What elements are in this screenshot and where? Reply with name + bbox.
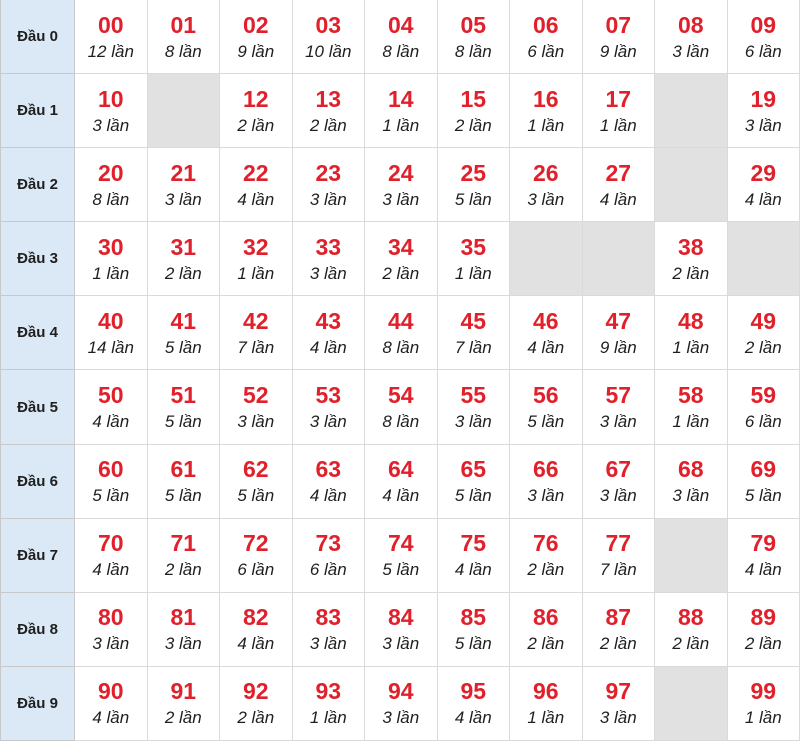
occurrence-count: 6 lần (527, 41, 565, 61)
number-cell (220, 445, 293, 519)
lottery-number: 94 (387, 678, 414, 705)
number-cell (293, 74, 366, 148)
empty-cell (655, 148, 728, 222)
lottery-number: 03 (315, 11, 342, 38)
occurrence-count: 2 lần (237, 708, 275, 728)
number-cell (655, 222, 728, 296)
occurrence-count: 4 lần (309, 486, 347, 506)
lottery-number: 25 (460, 159, 487, 186)
number-cell (293, 0, 366, 74)
lottery-number: 57 (605, 382, 632, 409)
lottery-number: 58 (677, 382, 704, 409)
lottery-number: 88 (677, 604, 704, 631)
number-cell (438, 148, 511, 222)
occurrence-count: 5 lần (744, 486, 782, 506)
occurrence-count: 4 lần (454, 560, 492, 580)
number-cell (438, 222, 511, 296)
lottery-number: 26 (532, 159, 559, 186)
occurrence-count: 3 lần (527, 189, 565, 209)
number-cell (365, 667, 438, 741)
lottery-number: 30 (97, 233, 124, 260)
occurrence-count: 3 lần (92, 634, 130, 654)
number-cell (583, 445, 656, 519)
lottery-number: 85 (460, 604, 487, 631)
lottery-number: 81 (170, 604, 197, 631)
lottery-number: 24 (387, 159, 414, 186)
number-cell (75, 74, 148, 148)
lottery-number: 55 (460, 382, 487, 409)
lottery-number: 62 (242, 456, 269, 483)
occurrence-count: 1 lần (237, 263, 275, 283)
lottery-number: 93 (315, 678, 342, 705)
occurrence-count: 8 lần (92, 189, 130, 209)
occurrence-count: 9 lần (599, 337, 637, 357)
lottery-number: 02 (242, 11, 269, 38)
empty-cell (583, 222, 656, 296)
number-cell (365, 0, 438, 74)
lottery-number: 12 (242, 85, 269, 112)
occurrence-count: 6 lần (237, 560, 275, 580)
number-cell (510, 74, 583, 148)
occurrence-count: 4 lần (237, 189, 275, 209)
number-cell (75, 445, 148, 519)
row-header: Đầu 9 (1, 667, 75, 741)
occurrence-count: 1 lần (309, 708, 347, 728)
occurrence-count: 4 lần (599, 189, 637, 209)
occurrence-count: 5 lần (164, 412, 202, 432)
number-cell (583, 148, 656, 222)
lottery-number: 75 (460, 530, 487, 557)
empty-cell (655, 74, 728, 148)
occurrence-count: 5 lần (527, 412, 565, 432)
occurrence-count: 3 lần (527, 486, 565, 506)
lottery-number: 52 (242, 382, 269, 409)
occurrence-count: 4 lần (92, 708, 130, 728)
lottery-number: 60 (97, 456, 124, 483)
lottery-number: 74 (387, 530, 414, 557)
occurrence-count: 8 lần (382, 412, 420, 432)
lottery-number: 99 (750, 678, 777, 705)
lottery-number: 35 (460, 233, 487, 260)
number-cell (728, 593, 800, 667)
number-cell (583, 0, 656, 74)
occurrence-count: 5 lần (454, 189, 492, 209)
empty-cell (655, 519, 728, 593)
number-cell (220, 370, 293, 444)
number-cell (728, 296, 800, 370)
number-cell (220, 519, 293, 593)
lottery-number: 41 (170, 307, 197, 334)
occurrence-count: 6 lần (744, 41, 782, 61)
lottery-number: 42 (242, 307, 269, 334)
empty-cell (655, 667, 728, 741)
occurrence-count: 1 lần (527, 115, 565, 135)
number-cell (365, 445, 438, 519)
occurrence-count: 2 lần (454, 115, 492, 135)
lottery-number: 61 (170, 456, 197, 483)
lottery-number: 47 (605, 307, 632, 334)
number-cell (293, 148, 366, 222)
lottery-number: 76 (532, 530, 559, 557)
occurrence-count: 3 lần (599, 708, 637, 728)
number-cell (220, 222, 293, 296)
number-cell (220, 74, 293, 148)
occurrence-count: 2 lần (527, 634, 565, 654)
number-cell (293, 667, 366, 741)
lottery-number: 10 (97, 85, 124, 112)
lottery-number: 83 (315, 604, 342, 631)
occurrence-count: 4 lần (237, 634, 275, 654)
lottery-number: 43 (315, 307, 342, 334)
occurrence-count: 4 lần (92, 560, 130, 580)
lottery-number: 13 (315, 85, 342, 112)
empty-cell (148, 74, 221, 148)
lottery-number: 05 (460, 11, 487, 38)
lottery-number: 92 (242, 678, 269, 705)
lottery-number: 29 (750, 159, 777, 186)
number-cell (728, 74, 800, 148)
lottery-number: 51 (170, 382, 197, 409)
occurrence-count: 3 lần (599, 486, 637, 506)
number-cell (438, 445, 511, 519)
lottery-number: 80 (97, 604, 124, 631)
number-cell (220, 667, 293, 741)
number-cell (438, 370, 511, 444)
occurrence-count: 8 lần (382, 41, 420, 61)
occurrence-count: 5 lần (454, 486, 492, 506)
lottery-number: 87 (605, 604, 632, 631)
number-cell (75, 296, 148, 370)
number-cell (75, 0, 148, 74)
lottery-number: 70 (97, 530, 124, 557)
lottery-number: 44 (387, 307, 414, 334)
occurrence-count: 5 lần (382, 560, 420, 580)
lottery-number: 20 (97, 159, 124, 186)
number-cell (148, 148, 221, 222)
number-cell (438, 74, 511, 148)
row-header: Đầu 6 (1, 445, 75, 519)
lottery-number: 91 (170, 678, 197, 705)
lottery-number: 84 (387, 604, 414, 631)
occurrence-count: 2 lần (672, 634, 710, 654)
occurrence-count: 1 lần (382, 115, 420, 135)
occurrence-count: 2 lần (744, 337, 782, 357)
occurrence-count: 6 lần (309, 560, 347, 580)
number-cell (510, 0, 583, 74)
occurrence-count: 3 lần (599, 412, 637, 432)
number-cell (438, 593, 511, 667)
number-cell (510, 445, 583, 519)
number-cell (365, 519, 438, 593)
lottery-number: 56 (532, 382, 559, 409)
occurrence-count: 3 lần (237, 412, 275, 432)
lottery-number: 48 (677, 307, 704, 334)
lottery-number: 90 (97, 678, 124, 705)
occurrence-count: 4 lần (744, 189, 782, 209)
lottery-number: 01 (170, 11, 197, 38)
number-cell (293, 445, 366, 519)
number-cell (510, 593, 583, 667)
number-cell (220, 296, 293, 370)
occurrence-count: 3 lần (309, 189, 347, 209)
row-header: Đầu 1 (1, 74, 75, 148)
occurrence-count: 3 lần (382, 189, 420, 209)
number-cell (510, 519, 583, 593)
lottery-number: 17 (605, 85, 632, 112)
lottery-number: 34 (387, 233, 414, 260)
lottery-number: 33 (315, 233, 342, 260)
lottery-number: 72 (242, 530, 269, 557)
number-cell (75, 222, 148, 296)
lottery-number: 38 (677, 233, 704, 260)
occurrence-count: 2 lần (599, 634, 637, 654)
occurrence-count: 8 lần (164, 41, 202, 61)
number-cell (148, 296, 221, 370)
occurrence-count: 7 lần (454, 337, 492, 357)
number-cell (728, 519, 800, 593)
occurrence-count: 12 lần (87, 41, 134, 61)
occurrence-count: 3 lần (164, 634, 202, 654)
occurrence-count: 5 lần (164, 486, 202, 506)
occurrence-count: 1 lần (454, 263, 492, 283)
number-cell (75, 519, 148, 593)
number-cell (438, 0, 511, 74)
lottery-number: 08 (677, 11, 704, 38)
number-cell (655, 445, 728, 519)
lottery-number: 19 (750, 85, 777, 112)
lottery-number: 09 (750, 11, 777, 38)
occurrence-count: 7 lần (237, 337, 275, 357)
lottery-number: 50 (97, 382, 124, 409)
occurrence-count: 1 lần (599, 115, 637, 135)
number-cell (148, 593, 221, 667)
number-cell (655, 593, 728, 667)
lottery-number: 71 (170, 530, 197, 557)
lottery-number: 69 (750, 456, 777, 483)
occurrence-count: 14 lần (87, 337, 134, 357)
row-header: Đầu 7 (1, 519, 75, 593)
number-cell (220, 0, 293, 74)
lottery-number: 54 (387, 382, 414, 409)
lottery-number: 77 (605, 530, 632, 557)
occurrence-count: 3 lần (309, 634, 347, 654)
number-cell (510, 667, 583, 741)
lottery-number: 66 (532, 456, 559, 483)
occurrence-count: 1 lần (92, 263, 130, 283)
occurrence-count: 2 lần (744, 634, 782, 654)
number-cell (728, 667, 800, 741)
occurrence-count: 2 lần (382, 263, 420, 283)
occurrence-count: 2 lần (164, 708, 202, 728)
occurrence-count: 4 lần (527, 337, 565, 357)
lottery-number: 97 (605, 678, 632, 705)
number-cell (148, 222, 221, 296)
number-cell (365, 370, 438, 444)
lottery-number: 07 (605, 11, 632, 38)
occurrence-count: 5 lần (454, 634, 492, 654)
lottery-number: 89 (750, 604, 777, 631)
number-cell (583, 519, 656, 593)
row-header: Đầu 4 (1, 296, 75, 370)
row-header: Đầu 8 (1, 593, 75, 667)
number-cell (365, 222, 438, 296)
number-cell (148, 519, 221, 593)
occurrence-count: 1 lần (672, 337, 710, 357)
lottery-number: 21 (170, 159, 197, 186)
number-cell (655, 370, 728, 444)
occurrence-count: 5 lần (92, 486, 130, 506)
lottery-number: 73 (315, 530, 342, 557)
occurrence-count: 3 lần (744, 115, 782, 135)
number-cell (583, 370, 656, 444)
occurrence-count: 4 lần (744, 560, 782, 580)
occurrence-count: 3 lần (672, 41, 710, 61)
lottery-number: 49 (750, 307, 777, 334)
number-cell (438, 519, 511, 593)
number-cell (510, 148, 583, 222)
number-cell (75, 667, 148, 741)
occurrence-count: 2 lần (672, 263, 710, 283)
lottery-number: 59 (750, 382, 777, 409)
occurrence-count: 9 lần (599, 41, 637, 61)
lottery-number: 16 (532, 85, 559, 112)
lottery-number: 23 (315, 159, 342, 186)
number-cell (728, 0, 800, 74)
lottery-number: 14 (387, 85, 414, 112)
lottery-number: 15 (460, 85, 487, 112)
number-cell (75, 593, 148, 667)
number-cell (293, 593, 366, 667)
occurrence-count: 8 lần (454, 41, 492, 61)
lottery-number: 45 (460, 307, 487, 334)
occurrence-count: 2 lần (527, 560, 565, 580)
lottery-number: 82 (242, 604, 269, 631)
number-cell (75, 370, 148, 444)
number-cell (220, 593, 293, 667)
lottery-number: 68 (677, 456, 704, 483)
occurrence-count: 3 lần (672, 486, 710, 506)
number-cell (365, 593, 438, 667)
occurrence-count: 1 lần (672, 412, 710, 432)
lottery-number: 67 (605, 456, 632, 483)
lottery-number: 04 (387, 11, 414, 38)
occurrence-count: 6 lần (744, 412, 782, 432)
number-cell (293, 370, 366, 444)
number-cell (148, 667, 221, 741)
occurrence-count: 1 lần (744, 708, 782, 728)
number-cell (583, 667, 656, 741)
number-cell (293, 519, 366, 593)
occurrence-count: 4 lần (382, 486, 420, 506)
row-header: Đầu 0 (1, 0, 75, 74)
number-cell (365, 74, 438, 148)
number-cell (583, 296, 656, 370)
number-cell (75, 148, 148, 222)
row-header: Đầu 5 (1, 370, 75, 444)
row-header: Đầu 2 (1, 148, 75, 222)
number-cell (583, 74, 656, 148)
lottery-number: 65 (460, 456, 487, 483)
number-cell (728, 148, 800, 222)
lottery-number: 32 (242, 233, 269, 260)
occurrence-count: 7 lần (599, 560, 637, 580)
number-cell (148, 445, 221, 519)
occurrence-count: 8 lần (382, 337, 420, 357)
occurrence-count: 4 lần (309, 337, 347, 357)
empty-cell (728, 222, 800, 296)
lottery-number: 79 (750, 530, 777, 557)
number-cell (438, 667, 511, 741)
occurrence-count: 1 lần (527, 708, 565, 728)
lottery-number: 63 (315, 456, 342, 483)
number-cell (583, 593, 656, 667)
number-cell (510, 370, 583, 444)
number-cell (220, 148, 293, 222)
number-cell (148, 370, 221, 444)
number-cell (655, 296, 728, 370)
lottery-number: 27 (605, 159, 632, 186)
lottery-number: 40 (97, 307, 124, 334)
occurrence-count: 3 lần (382, 708, 420, 728)
number-cell (438, 296, 511, 370)
occurrence-count: 4 lần (454, 708, 492, 728)
number-cell (148, 0, 221, 74)
occurrence-count: 5 lần (237, 486, 275, 506)
lottery-number: 64 (387, 456, 414, 483)
number-cell (365, 148, 438, 222)
lottery-number: 53 (315, 382, 342, 409)
number-cell (655, 0, 728, 74)
number-cell (510, 296, 583, 370)
number-cell (728, 370, 800, 444)
occurrence-count: 3 lần (382, 634, 420, 654)
empty-cell (510, 222, 583, 296)
lottery-number: 00 (97, 11, 124, 38)
occurrence-count: 3 lần (454, 412, 492, 432)
number-cell (293, 296, 366, 370)
number-cell (293, 222, 366, 296)
lottery-number: 06 (532, 11, 559, 38)
number-cell (365, 296, 438, 370)
number-cell (728, 445, 800, 519)
lottery-number: 31 (170, 233, 197, 260)
occurrence-count: 5 lần (164, 337, 202, 357)
occurrence-count: 9 lần (237, 41, 275, 61)
lottery-number: 22 (242, 159, 269, 186)
lottery-number: 86 (532, 604, 559, 631)
occurrence-count: 3 lần (309, 263, 347, 283)
occurrence-count: 10 lần (305, 41, 352, 61)
occurrence-count: 3 lần (309, 412, 347, 432)
occurrence-count: 3 lần (164, 189, 202, 209)
occurrence-count: 2 lần (164, 263, 202, 283)
occurrence-count: 2 lần (309, 115, 347, 135)
lottery-number: 46 (532, 307, 559, 334)
occurrence-count: 2 lần (164, 560, 202, 580)
occurrence-count: 2 lần (237, 115, 275, 135)
lottery-number: 95 (460, 678, 487, 705)
occurrence-count: 4 lần (92, 412, 130, 432)
lottery-number: 96 (532, 678, 559, 705)
occurrence-count: 3 lần (92, 115, 130, 135)
row-header: Đầu 3 (1, 222, 75, 296)
